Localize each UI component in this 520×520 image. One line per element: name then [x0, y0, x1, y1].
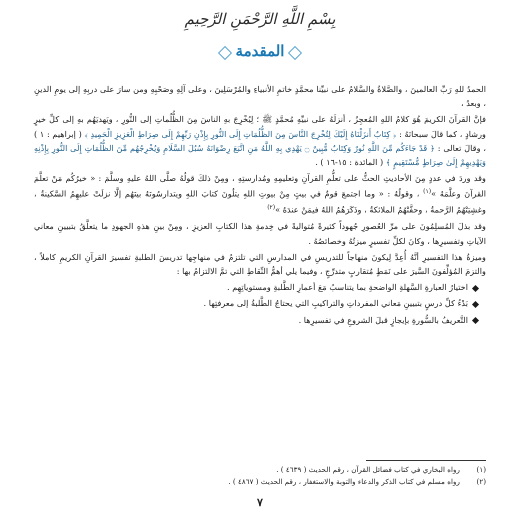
diamond-bullet-icon — [472, 301, 479, 308]
page-title: المقدمة — [218, 40, 303, 64]
verse-maidah: ﴿ قَدْ جَاءَكُم مِّنَ اللَّهِ نُورٌ وَكِتَابٌ مُّبِينٌ ۝ يَهْدِي بِهِ اللَّهُ مَنِ اتَّبَعَ رِضْوَانَهُ سُبُلَ السَّلَامِ وَيُخْرِجُهُم مِّنَ الظُّلُمَاتِ إِلَى النُّورِ بِإِذْنِهِ وَيَهْدِيهِمْ إِلَىٰ صِرَاطٍ مُّسْتَقِيمٍ ﴾ — [34, 142, 486, 168]
list-item — [34, 280, 486, 294]
footnote-number: (١) — [476, 465, 486, 474]
footnote-mark-2[interactable]: (٢) — [267, 204, 276, 212]
diamond-bullet-icon — [472, 285, 479, 292]
feature-list — [34, 280, 486, 327]
paragraph-hadith — [34, 171, 486, 217]
verse-ibrahim: ﴿ كِتَابٌ أَنزَلْنَاهُ إِلَيْكَ لِتُخْرِجَ النَّاسَ مِنَ الظُّلُمَاتِ إِلَى النُّورِ بِإِذْنِ رَبِّهِمْ إِلَى صِرَاطِ الْعَزِيزِ الْحَمِيدِ ﴾ — [84, 128, 397, 139]
verse-ref-maidah: ( المائدة : ١٥-١٦ ) . — [315, 157, 384, 168]
list-item-text: بَدْءُ كلِّ درسٍ بتبيينِ مَعاني المفرداتِ والتراكيبِ التي يحتاجُ الطَّلبةُ إلى معرفتِها . — [203, 298, 468, 309]
hadith-one: وقد وردَ في عددٍ مِنَ الأحاديثِ الحثُّ على تعلُّمِ القرآنِ وتعليمِهِ ومُدارستِهِ ، ومِنْ ذلكَ قولُهُ صلَّى اللهُ عليهِ وسلَّمَ : « خيرُكُم مَنْ تعلَّمَ القرآنَ وعلَّمَهُ » — [34, 173, 486, 200]
list-item — [34, 296, 486, 310]
paragraph-efforts: وقد بذلَ المُسلِمُونَ على مرِّ العُصورِ جُهوداً كثيرةً مُتواليةً في خِدمةِ هذا الكتابِ العزيزِ ، ومِنْ بينِ هذهِ الجهودِ ما يتعلَّقُ بتبيينِ معاني الآياتِ وتفسيرِها ، وكانَ لكلِّ تفسيرٍ ميزتُهُ وخصائصُهُ . — [34, 221, 486, 246]
footnote-mark-1[interactable]: (١) — [423, 188, 432, 196]
paragraph-quran — [34, 112, 486, 169]
footnote-text: رواه مسلم في كتاب الذكر والدعاء والتوبة والاستغفار ، رقم الحديث ( ٤٨٦٧ ) . — [228, 477, 460, 486]
footnote-1 — [34, 464, 486, 476]
list-item-text: التَّعريفُ بالسُّورةِ بإيجازٍ قبلَ الشروعِ في تفسيرِها . — [298, 314, 468, 325]
hadith-two: ، وقولُهُ : « وما اجتمعَ قومٌ في بيتٍ مِنْ بيوتِ اللهِ يتلُونَ كتابَ اللهِ ويتدارسُونَهُ بينَهُم إلَّا نزلَتْ عليهِمُ السَّكينةُ ، وغشِيَتْهُمُ الرَّحمةُ ، وحفَّتْهُمُ الملائكةُ ، وذَكَرَهُمُ اللهُ فيمَنْ عندَهُ » — [34, 189, 486, 216]
paragraph-features: وميزةُ هذا التفسيرِ أنَّهُ أُعِدَّ لِيكونَ منهاجاً للتدريسِ في المدارسِ التي تلتزمُ في منهاجِها تدريسَ الطلبةِ تفسيرَ القرآنِ الكريمِ كاملاً ، والتزمَ المُؤلِّفونَ السَّيرَ على نَمَطٍ مُتقاربٍ متدرِّجٍ ، وفيما يلي أهمُّ النِّقاطِ التي تمَّ الالتزامُ بها : — [34, 251, 486, 276]
footnote-divider — [366, 460, 486, 461]
footnotes — [34, 464, 486, 488]
footnote-2 — [34, 476, 486, 488]
page-number: ٧ — [257, 496, 263, 509]
paragraph-opening: الحمدُ للهِ رَبِّ العالمينَ ، والصَّلاةُ والسَّلامُ على نبيِّنا محمَّدٍ خاتمِ الأنبياءِ والمُرْسَلِينَ ، وعلى آلِهِ وصَحْبِهِ ومن سارَ على دربِهِ إلى يومِ الدينِ ، وبعدُ ، — [34, 84, 486, 109]
paragraph-quran-intro: فإنَّ القرآنَ الكريمَ هُوَ كلامُ اللهِ المُعجِزُ ، أنزلَهُ على نبيِّهِ مُحمَّدٍ ﷺ ؛ لِيُخْرِجَ بهِ الناسَ مِنَ الظُّلُماتِ إلى النُّورِ ، ويَهديَهُم بهِ إلى كلِّ خيرٍ ورشادٍ ، كما قالَ سبحانَهُ : — [34, 114, 486, 139]
footnote-number: (٢) — [476, 477, 486, 486]
diamond-bullet-icon — [472, 317, 479, 324]
verse-ref-ibrahim: ( إبراهيم : ١ ) ، وقالَ تعالى : — [34, 128, 487, 153]
main-text — [34, 82, 486, 329]
footnote-text: رواه البخاري في كتاب فضائل القرآن ، رقم الحديث ( ٤٦٣٩ ) . — [276, 465, 460, 474]
list-item — [34, 313, 486, 327]
title-block — [0, 40, 520, 64]
list-item-text: اختيارُ العبارةِ السَّهلةِ الواضحةِ بما يتناسبُ مَعَ أعمارِ الطَّلبةِ ومستوياتِهِم . — [226, 282, 468, 293]
basmala-header: بِسْمِ اللَّهِ الرَّحْمَنِ الرَّحِيمِ — [184, 10, 336, 28]
